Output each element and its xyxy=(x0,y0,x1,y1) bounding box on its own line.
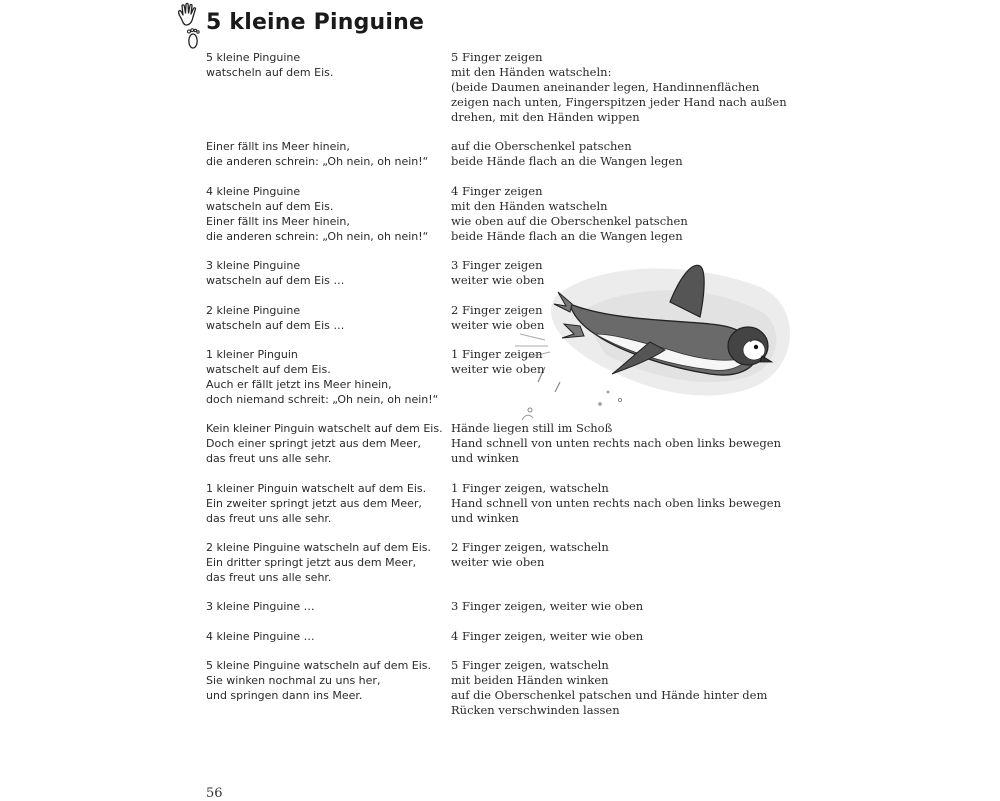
lyric-line: 1 kleiner Pinguin xyxy=(206,348,298,361)
stanza-4-lyrics xyxy=(206,258,344,288)
action-line: Hände liegen still im Schoß xyxy=(451,421,613,435)
lyric-line: watscheln auf dem Eis … xyxy=(206,319,345,332)
action-line: mit den Händen watscheln: xyxy=(451,65,612,79)
stanza-9-lyrics xyxy=(206,540,431,585)
hand-icon xyxy=(176,2,202,28)
page-number: 56 xyxy=(206,786,223,801)
lyric-line: 5 kleine Pinguine xyxy=(206,51,301,64)
lyric-line: 3 kleine Pinguine … xyxy=(206,600,315,613)
lyric-line: 1 kleiner Pinguin watschelt auf dem Eis. xyxy=(206,482,427,495)
stanza-3-actions xyxy=(451,184,688,244)
lyric-line: Ein dritter springt jetzt aus dem Meer, xyxy=(206,556,417,569)
action-line: 3 Finger zeigen xyxy=(451,258,543,272)
action-line: 4 Finger zeigen, weiter wie oben xyxy=(451,629,644,643)
lyric-line: das freut uns alle sehr. xyxy=(206,571,332,584)
lyric-line: 2 kleine Pinguine watscheln auf dem Eis. xyxy=(206,541,432,554)
stanza-12-actions xyxy=(451,658,767,718)
action-line: auf die Oberschenkel patschen und Hände hinter dem xyxy=(451,688,768,702)
stanza-8-actions xyxy=(451,481,781,526)
stanza-7-actions xyxy=(451,421,781,466)
lyric-line: die anderen schrein: „Oh nein, oh nein!“ xyxy=(206,230,429,243)
page-title: 5 kleine Pinguine xyxy=(206,10,425,35)
lyric-line: Sie winken nochmal zu uns her, xyxy=(206,674,381,687)
stanza-12-lyrics xyxy=(206,658,431,703)
stanza-6-actions xyxy=(451,347,544,377)
stanza-11-lyrics xyxy=(206,629,315,644)
lyric-line: Auch er fällt jetzt ins Meer hinein, xyxy=(206,378,392,391)
action-line: weiter wie oben xyxy=(451,362,545,376)
action-line: 5 Finger zeigen, watscheln xyxy=(451,658,609,672)
stanza-9-actions xyxy=(451,540,609,570)
stanza-2-actions xyxy=(451,139,683,169)
action-line: 5 Finger zeigen xyxy=(451,50,543,64)
stanza-5-actions xyxy=(451,303,544,333)
lyric-line: Einer fällt ins Meer hinein, xyxy=(206,215,350,228)
stanza-1-lyrics xyxy=(206,50,333,80)
action-line: 3 Finger zeigen, weiter wie oben xyxy=(451,599,644,613)
action-line: und winken xyxy=(451,511,519,525)
lyric-line: 3 kleine Pinguine xyxy=(206,259,301,272)
action-line: 2 Finger zeigen, watscheln xyxy=(451,540,609,554)
action-line: weiter wie oben xyxy=(451,555,545,569)
action-line: beide Hände flach an die Wangen legen xyxy=(451,154,683,168)
stanza-10-lyrics xyxy=(206,599,315,614)
stanza-11-actions xyxy=(451,629,643,644)
action-line: und winken xyxy=(451,451,519,465)
action-line: (beide Daumen aneinander legen, Handinnenflächen xyxy=(451,80,760,94)
lyric-line: 2 kleine Pinguine xyxy=(206,304,301,317)
stanza-3-lyrics xyxy=(206,184,428,244)
stanza-7-lyrics xyxy=(206,421,443,466)
lyric-line: watscheln auf dem Eis … xyxy=(206,274,345,287)
action-line: weiter wie oben xyxy=(451,318,545,332)
action-line: 1 Finger zeigen xyxy=(451,347,543,361)
penguin-illustration xyxy=(500,242,800,432)
action-line: 4 Finger zeigen xyxy=(451,184,543,198)
action-line: Hand schnell von unten rechts nach oben links bewegen xyxy=(451,496,781,510)
action-line: zeigen nach unten, Fingerspitzen jeder Hand nach außen xyxy=(451,95,787,109)
stanza-8-lyrics xyxy=(206,481,426,526)
lyric-line: und springen dann ins Meer. xyxy=(206,689,363,702)
foot-icon xyxy=(185,28,201,50)
stanza-2-lyrics xyxy=(206,139,428,169)
action-line: Rücken verschwinden lassen xyxy=(451,703,620,717)
lyric-line: Doch einer springt jetzt aus dem Meer, xyxy=(206,437,422,450)
stanza-5-lyrics xyxy=(206,303,344,333)
action-line: auf die Oberschenkel patschen xyxy=(451,139,632,153)
action-line: wie oben auf die Oberschenkel patschen xyxy=(451,214,688,228)
lyric-line: Einer fällt ins Meer hinein, xyxy=(206,140,350,153)
lyric-line: watscheln auf dem Eis. xyxy=(206,66,334,79)
lyric-line: Kein kleiner Pinguin watschelt auf dem Eis. xyxy=(206,422,443,435)
stanza-6-lyrics xyxy=(206,347,438,407)
action-line: Hand schnell von unten rechts nach oben links bewegen xyxy=(451,436,781,450)
lyric-line: das freut uns alle sehr. xyxy=(206,512,332,525)
lyric-line: 4 kleine Pinguine … xyxy=(206,630,315,643)
lyric-line: Ein zweiter springt jetzt aus dem Meer, xyxy=(206,497,422,510)
action-line: mit beiden Händen winken xyxy=(451,673,609,687)
action-line: weiter wie oben xyxy=(451,273,545,287)
lyric-line: die anderen schrein: „Oh nein, oh nein!“ xyxy=(206,155,429,168)
stanza-4-actions xyxy=(451,258,544,288)
lyric-line: 5 kleine Pinguine watscheln auf dem Eis. xyxy=(206,659,432,672)
lyric-line: watschelt auf dem Eis. xyxy=(206,363,331,376)
action-line: mit den Händen watscheln xyxy=(451,199,608,213)
lyric-line: das freut uns alle sehr. xyxy=(206,452,332,465)
lyric-line: 4 kleine Pinguine xyxy=(206,185,301,198)
lyric-line: watscheln auf dem Eis. xyxy=(206,200,334,213)
action-line: drehen, mit den Händen wippen xyxy=(451,110,640,124)
stanza-1-actions xyxy=(451,50,787,125)
lyric-line: doch niemand schreit: „Oh nein, oh nein!“ xyxy=(206,393,439,406)
action-line: 2 Finger zeigen xyxy=(451,303,543,317)
action-line: 1 Finger zeigen, watscheln xyxy=(451,481,609,495)
stanza-10-actions xyxy=(451,599,643,614)
action-line: beide Hände flach an die Wangen legen xyxy=(451,229,683,243)
